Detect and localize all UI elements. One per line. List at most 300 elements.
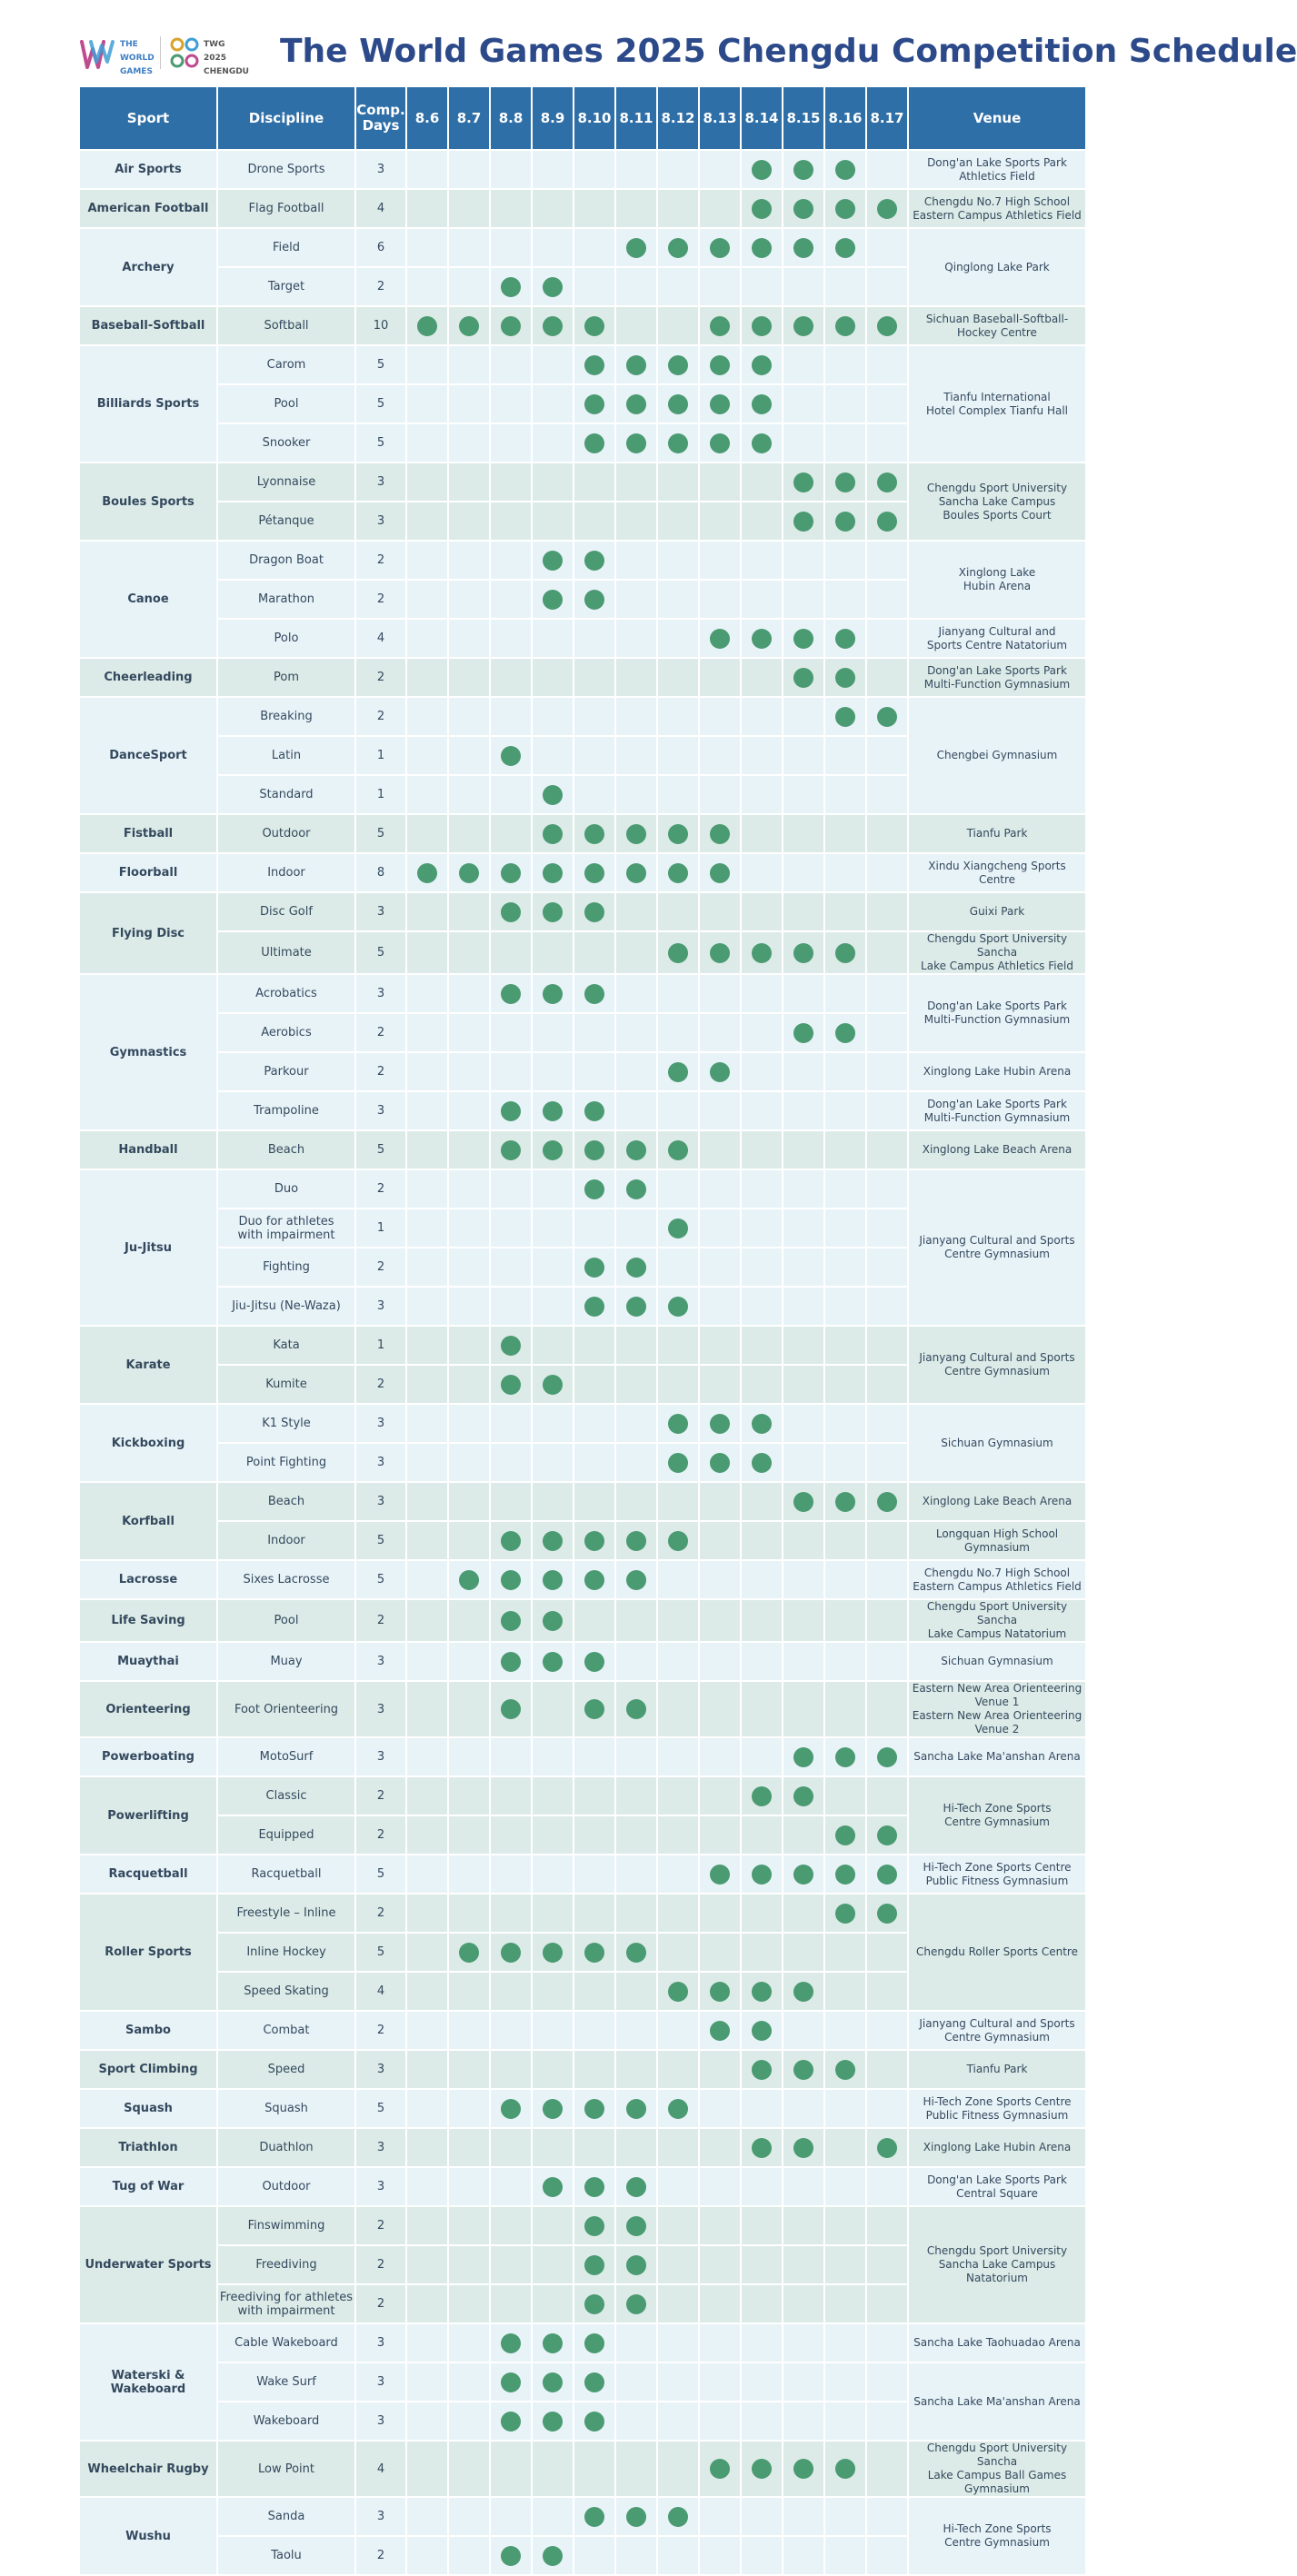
date-cell	[406, 1815, 448, 1855]
competition-day-marker	[668, 1453, 688, 1473]
competition-day-marker	[626, 433, 646, 453]
date-cell	[615, 1130, 657, 1169]
date-cell	[866, 1894, 908, 1933]
competition-day-marker	[752, 238, 772, 258]
date-cell	[783, 1208, 824, 1248]
date-cell	[699, 1776, 741, 1815]
date-cell	[490, 2050, 532, 2089]
venue-cell: Tianfu Park	[908, 814, 1086, 853]
competition-day-marker	[877, 1492, 897, 1512]
venue-cell: Eastern New Area Orienteering Venue 1 Eastern New Area Orienteering Venue 2	[908, 1681, 1086, 1737]
competition-day-marker	[501, 2412, 521, 2432]
venue-cell: Chengbei Gymnasium	[908, 697, 1086, 814]
date-cell	[532, 384, 574, 423]
venue-cell: Xinglong Lake Hubin Arena	[908, 541, 1086, 619]
date-cell	[657, 1208, 699, 1248]
table-row	[79, 306, 1086, 345]
date-cell	[532, 931, 574, 974]
date-cell	[532, 1130, 574, 1169]
date-cell	[406, 423, 448, 462]
venue-cell: Jianyang Cultural and Sports Centre Gymnasium	[908, 2011, 1086, 2050]
date-cell	[574, 1482, 615, 1521]
date-cell	[406, 974, 448, 1013]
date-cell	[699, 1404, 741, 1443]
date-cell	[657, 931, 699, 974]
competition-day-marker	[584, 2294, 604, 2314]
discipline-cell: Latin	[217, 736, 355, 775]
date-cell	[699, 2011, 741, 2050]
date-cell	[490, 931, 532, 974]
sport-cell: Wushu	[79, 2497, 217, 2575]
date-cell	[574, 619, 615, 658]
comp-days-cell: 5	[355, 931, 406, 974]
sport-cell: Kickboxing	[79, 1404, 217, 1482]
date-cell	[699, 1521, 741, 1560]
date-cell	[532, 1169, 574, 1208]
date-cell	[574, 931, 615, 974]
discipline-cell: Indoor	[217, 853, 355, 892]
date-cell	[490, 1560, 532, 1599]
date-cell	[490, 345, 532, 384]
date-cell	[866, 384, 908, 423]
date-cell	[532, 2284, 574, 2323]
date-cell	[741, 2050, 783, 2089]
competition-day-marker	[668, 863, 688, 883]
competition-day-marker	[584, 1297, 604, 1317]
sport-cell: Karate	[79, 1326, 217, 1404]
date-cell	[574, 775, 615, 814]
competition-day-marker	[543, 1611, 563, 1631]
date-cell	[699, 2497, 741, 2536]
column-header-date: 8.13	[699, 86, 741, 150]
date-cell	[699, 853, 741, 892]
competition-day-marker	[501, 2333, 521, 2353]
date-cell	[615, 1599, 657, 1642]
date-cell	[574, 1933, 615, 1972]
date-cell	[490, 814, 532, 853]
comp-days-cell: 5	[355, 423, 406, 462]
date-cell	[490, 1681, 532, 1737]
date-cell	[783, 2497, 824, 2536]
date-cell	[406, 541, 448, 580]
date-cell	[406, 1482, 448, 1521]
discipline-cell: Pool	[217, 1599, 355, 1642]
competition-day-marker	[835, 1747, 855, 1767]
date-cell	[448, 1776, 490, 1815]
date-cell	[866, 2245, 908, 2284]
date-cell	[490, 2089, 532, 2128]
date-cell	[741, 2206, 783, 2245]
competition-day-marker	[877, 2138, 897, 2158]
world-games-logo-icon	[78, 36, 118, 73]
comp-days-cell: 2	[355, 1776, 406, 1815]
comp-days-cell: 3	[355, 1443, 406, 1482]
comp-days-cell: 2	[355, 1248, 406, 1287]
competition-day-marker	[877, 707, 897, 727]
discipline-cell: Freestyle – Inline	[217, 1894, 355, 1933]
comp-days-cell: 3	[355, 2402, 406, 2441]
date-cell	[657, 345, 699, 384]
date-cell	[657, 1737, 699, 1776]
competition-day-marker	[626, 2294, 646, 2314]
date-cell	[448, 189, 490, 228]
date-cell	[741, 1326, 783, 1365]
date-cell	[866, 2536, 908, 2575]
date-cell	[490, 697, 532, 736]
competition-day-marker	[752, 1786, 772, 1806]
date-cell	[406, 2323, 448, 2362]
date-cell	[783, 2206, 824, 2245]
table-row	[79, 931, 1086, 974]
date-cell	[615, 619, 657, 658]
date-cell	[657, 1815, 699, 1855]
date-cell	[741, 853, 783, 892]
table-row	[79, 2323, 1086, 2362]
date-cell	[783, 1737, 824, 1776]
competition-day-marker	[626, 1699, 646, 1719]
sport-cell: Squash	[79, 2089, 217, 2128]
discipline-cell: Sixes Lacrosse	[217, 1560, 355, 1599]
date-cell	[532, 1326, 574, 1365]
date-cell	[448, 853, 490, 892]
competition-day-marker	[793, 512, 813, 532]
date-cell	[866, 2167, 908, 2206]
date-cell	[741, 2441, 783, 2497]
date-cell	[532, 619, 574, 658]
date-cell	[574, 1052, 615, 1091]
competition-day-marker	[752, 2459, 772, 2479]
date-cell	[866, 1052, 908, 1091]
date-cell	[490, 502, 532, 541]
date-cell	[657, 1365, 699, 1404]
date-cell	[448, 2245, 490, 2284]
date-cell	[615, 2089, 657, 2128]
date-cell	[824, 1248, 866, 1287]
date-cell	[824, 1013, 866, 1052]
date-cell	[657, 1287, 699, 1326]
venue-cell: Sichuan Gymnasium	[908, 1642, 1086, 1681]
date-cell	[532, 2402, 574, 2441]
date-cell	[490, 2402, 532, 2441]
date-cell	[406, 658, 448, 697]
competition-day-marker	[626, 2255, 646, 2275]
date-cell	[532, 1776, 574, 1815]
table-row	[79, 853, 1086, 892]
date-cell	[490, 1933, 532, 1972]
discipline-cell: Pool	[217, 384, 355, 423]
sport-cell: Baseball-Softball	[79, 306, 217, 345]
comp-days-cell: 1	[355, 1326, 406, 1365]
venue-cell: Longquan High School Gymnasium	[908, 1521, 1086, 1560]
competition-day-marker	[626, 1297, 646, 1317]
competition-day-marker	[668, 355, 688, 375]
competition-day-marker	[877, 1904, 897, 1924]
discipline-cell: Duo	[217, 1169, 355, 1208]
date-cell	[406, 1521, 448, 1560]
competition-day-marker	[835, 707, 855, 727]
venue-cell: Xinglong Lake Hubin Arena	[908, 1052, 1086, 1091]
comp-days-cell: 2	[355, 1894, 406, 1933]
competition-day-marker	[668, 238, 688, 258]
competition-day-marker	[710, 629, 730, 649]
date-cell	[574, 2284, 615, 2323]
date-cell	[824, 697, 866, 736]
date-cell	[741, 658, 783, 697]
date-cell	[615, 697, 657, 736]
date-cell	[866, 1169, 908, 1208]
date-cell	[741, 150, 783, 189]
date-cell	[657, 2050, 699, 2089]
date-cell	[783, 2536, 824, 2575]
competition-day-marker	[584, 2507, 604, 2527]
date-cell	[615, 658, 657, 697]
date-cell	[615, 736, 657, 775]
date-cell	[615, 2206, 657, 2245]
sport-cell: Archery	[79, 228, 217, 306]
comp-days-cell: 3	[355, 2128, 406, 2167]
sport-cell: Lacrosse	[79, 1560, 217, 1599]
date-cell	[615, 150, 657, 189]
date-cell	[490, 775, 532, 814]
discipline-cell: Snooker	[217, 423, 355, 462]
date-cell	[824, 1681, 866, 1737]
date-cell	[699, 2362, 741, 2402]
comp-days-cell: 2	[355, 2206, 406, 2245]
competition-day-marker	[710, 943, 730, 963]
competition-day-marker	[584, 1699, 604, 1719]
date-cell	[574, 1560, 615, 1599]
date-cell	[532, 150, 574, 189]
date-cell	[615, 1482, 657, 1521]
comp-days-cell: 4	[355, 1972, 406, 2011]
date-cell	[532, 1091, 574, 1130]
date-cell	[574, 267, 615, 306]
date-cell	[783, 2089, 824, 2128]
date-cell	[448, 1326, 490, 1365]
date-cell	[866, 2284, 908, 2323]
date-cell	[490, 2497, 532, 2536]
competition-day-marker	[752, 2060, 772, 2080]
date-cell	[741, 1208, 783, 1248]
competition-day-marker	[459, 1570, 479, 1590]
date-cell	[657, 306, 699, 345]
date-cell	[448, 1091, 490, 1130]
date-cell	[490, 1642, 532, 1681]
date-cell	[866, 1737, 908, 1776]
date-cell	[741, 228, 783, 267]
date-cell	[532, 1681, 574, 1737]
date-cell	[448, 580, 490, 619]
sport-cell: DanceSport	[79, 697, 217, 814]
comp-days-cell: 3	[355, 1642, 406, 1681]
date-cell	[866, 1599, 908, 1642]
competition-day-marker	[459, 316, 479, 336]
date-cell	[406, 2089, 448, 2128]
date-cell	[741, 1521, 783, 1560]
competition-day-marker	[835, 512, 855, 532]
date-cell	[448, 502, 490, 541]
date-cell	[490, 1482, 532, 1521]
column-header-date: 8.17	[866, 86, 908, 150]
date-cell	[574, 2497, 615, 2536]
date-cell	[657, 853, 699, 892]
date-cell	[615, 1894, 657, 1933]
table-row	[79, 1560, 1086, 1599]
date-cell	[406, 1681, 448, 1737]
comp-days-cell: 5	[355, 1933, 406, 1972]
date-cell	[741, 1681, 783, 1737]
date-cell	[657, 974, 699, 1013]
competition-day-marker	[752, 629, 772, 649]
date-cell	[448, 1972, 490, 2011]
date-cell	[824, 150, 866, 189]
discipline-cell: Pom	[217, 658, 355, 697]
table-row	[79, 541, 1086, 580]
date-cell	[783, 2441, 824, 2497]
date-cell	[824, 1287, 866, 1326]
date-cell	[783, 1404, 824, 1443]
chengdu-2025-emblem-icon	[169, 36, 200, 69]
date-cell	[490, 1894, 532, 1933]
date-cell	[406, 228, 448, 267]
date-cell	[783, 384, 824, 423]
date-cell	[448, 1737, 490, 1776]
discipline-cell: Beach	[217, 1482, 355, 1521]
competition-day-marker	[877, 199, 897, 219]
date-cell	[490, 2245, 532, 2284]
date-cell	[406, 2536, 448, 2575]
table-row	[79, 2167, 1086, 2206]
competition-day-marker	[877, 316, 897, 336]
date-cell	[824, 189, 866, 228]
date-cell	[783, 1248, 824, 1287]
date-cell	[741, 931, 783, 974]
date-cell	[615, 2050, 657, 2089]
competition-day-marker	[668, 1414, 688, 1434]
comp-days-cell: 5	[355, 1130, 406, 1169]
comp-days-cell: 3	[355, 2497, 406, 2536]
date-cell	[783, 306, 824, 345]
date-cell	[866, 1208, 908, 1248]
date-cell	[657, 1521, 699, 1560]
date-cell	[574, 1130, 615, 1169]
date-cell	[657, 462, 699, 502]
competition-day-marker	[417, 863, 437, 883]
date-cell	[824, 2362, 866, 2402]
date-cell	[866, 462, 908, 502]
date-cell	[574, 1365, 615, 1404]
date-cell	[574, 2167, 615, 2206]
date-cell	[406, 1737, 448, 1776]
date-cell	[448, 619, 490, 658]
comp-days-cell: 2	[355, 1365, 406, 1404]
date-cell	[699, 1482, 741, 1521]
date-cell	[699, 1599, 741, 1642]
date-cell	[699, 1815, 741, 1855]
competition-day-marker	[543, 1140, 563, 1160]
competition-day-marker	[710, 863, 730, 883]
date-cell	[406, 384, 448, 423]
date-cell	[532, 1248, 574, 1287]
date-cell	[866, 1404, 908, 1443]
competition-day-marker	[584, 902, 604, 922]
date-cell	[741, 1815, 783, 1855]
competition-day-marker	[543, 1943, 563, 1963]
table-row	[79, 2089, 1086, 2128]
date-cell	[699, 2323, 741, 2362]
date-cell	[448, 1894, 490, 1933]
table-row	[79, 1091, 1086, 1130]
competition-day-marker	[668, 1218, 688, 1238]
date-cell	[448, 1208, 490, 1248]
date-cell	[783, 853, 824, 892]
date-cell	[824, 1894, 866, 1933]
venue-cell: Chengdu Sport University Sancha Lake Campus Athletics Field	[908, 931, 1086, 974]
competition-day-marker	[501, 1101, 521, 1121]
date-cell	[406, 619, 448, 658]
date-cell	[824, 658, 866, 697]
date-cell	[448, 697, 490, 736]
date-cell	[783, 2050, 824, 2089]
date-cell	[448, 2050, 490, 2089]
date-cell	[490, 2441, 532, 2497]
competition-day-marker	[501, 1531, 521, 1551]
date-cell	[406, 1052, 448, 1091]
date-cell	[574, 306, 615, 345]
date-cell	[532, 2323, 574, 2362]
competition-day-marker	[793, 199, 813, 219]
date-cell	[490, 2206, 532, 2245]
date-cell	[866, 228, 908, 267]
date-cell	[490, 1443, 532, 1482]
competition-day-marker	[584, 1943, 604, 1963]
competition-day-marker	[584, 590, 604, 610]
date-cell	[532, 502, 574, 541]
date-cell	[574, 502, 615, 541]
competition-day-marker	[752, 1414, 772, 1434]
date-cell	[866, 2206, 908, 2245]
competition-day-marker	[710, 1062, 730, 1082]
date-cell	[866, 2011, 908, 2050]
schedule-body	[79, 150, 1086, 2575]
date-cell	[574, 2050, 615, 2089]
date-cell	[824, 1052, 866, 1091]
discipline-cell: Drone Sports	[217, 150, 355, 189]
date-cell	[532, 1404, 574, 1443]
date-cell	[741, 1404, 783, 1443]
date-cell	[574, 541, 615, 580]
discipline-cell: Point Fighting	[217, 1443, 355, 1482]
date-cell	[824, 1326, 866, 1365]
date-cell	[699, 1208, 741, 1248]
competition-day-marker	[417, 316, 437, 336]
competition-day-marker	[710, 394, 730, 414]
date-cell	[699, 423, 741, 462]
competition-day-marker	[668, 1062, 688, 1082]
column-header-discipline: Discipline	[217, 86, 355, 150]
sport-cell: American Football	[79, 189, 217, 228]
date-cell	[657, 267, 699, 306]
date-cell	[490, 1737, 532, 1776]
date-cell	[657, 1052, 699, 1091]
date-cell	[866, 2497, 908, 2536]
world-games-logo-text: THE WORLD GAMES	[120, 40, 155, 76]
date-cell	[574, 462, 615, 502]
date-cell	[615, 267, 657, 306]
date-cell	[615, 306, 657, 345]
date-cell	[657, 2402, 699, 2441]
date-cell	[448, 1815, 490, 1855]
